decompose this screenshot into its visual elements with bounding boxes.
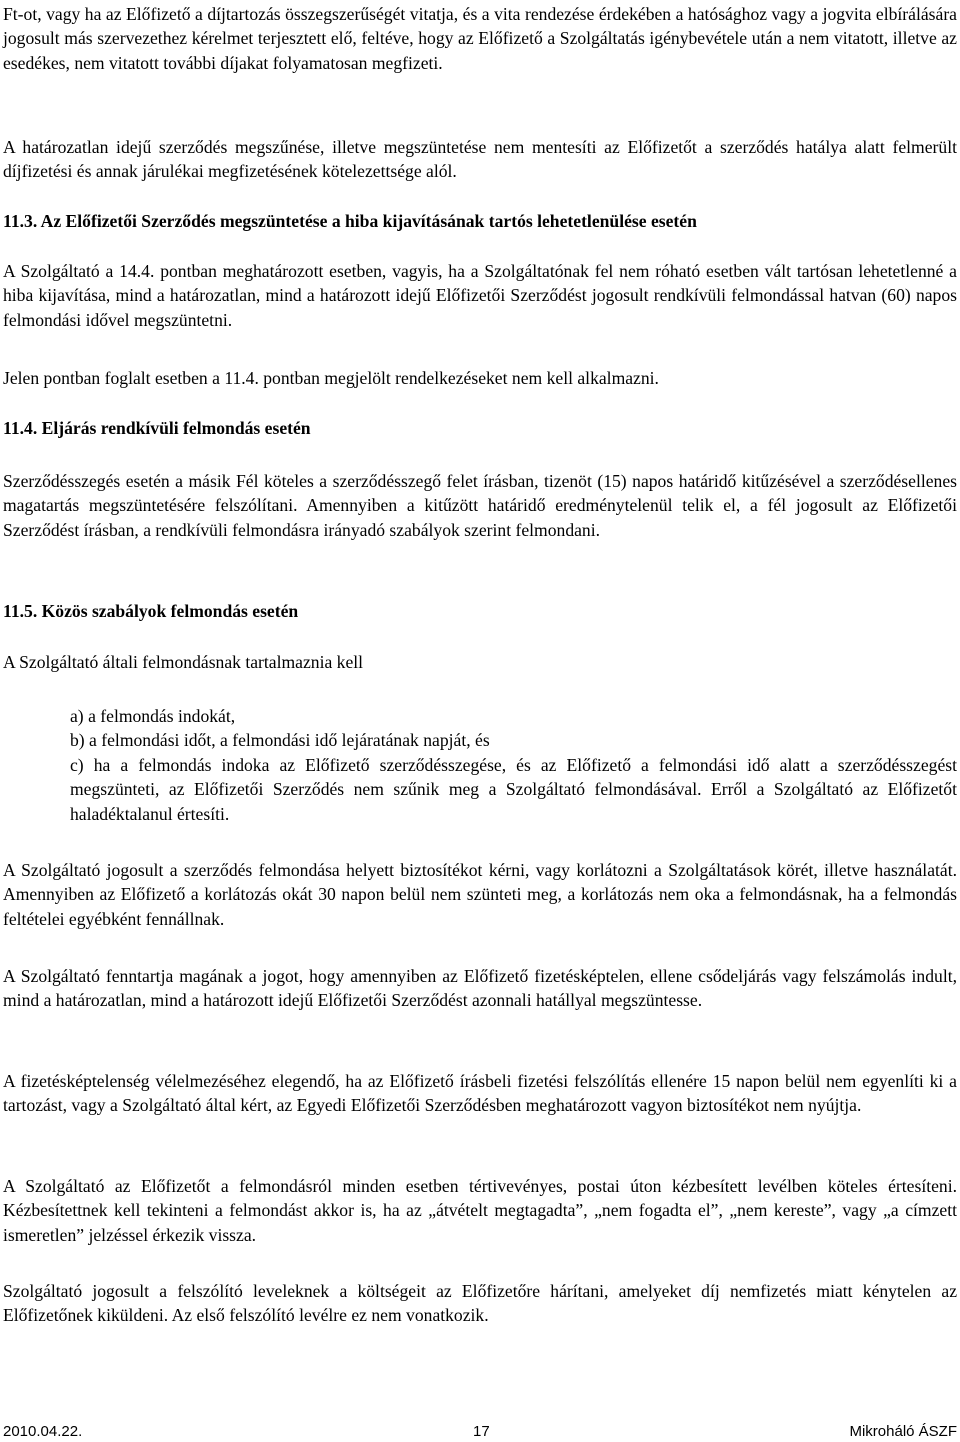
paragraph-notification: A Szolgáltató az Előfizetőt a felmondásról minden esetben tértivevényes, postai úton kézbesített levélben köteles értesíteni. Kézbesítettnek kell tekinteni a felmondást akkor is, ha az „átvételt megtagadta”, „nem fogadta el”, „nem kereste”, vagy „a címzett ismeretlen” jelzéssel érkezik vissza. [3, 1176, 957, 1245]
paragraph-continuation: Ft-ot, vagy ha az Előfizető a díjtartozás összegszerűségét vitatja, és a vita rendezése érdekében a hatósághoz vagy a jogvita elbírálására jogosult más szervezethez kérelmet terjesztett elő, feltéve, hogy az Előfizető a Szolgáltatás igénybevétele után a nem vitatott, illetve az esedékes, nem vitatott további díjakat folyamatosan megfizeti. [3, 4, 957, 73]
list-item: a) a felmondás indokát, [70, 706, 236, 726]
section-heading-11-3: 11.3. Az Előfizetői Szerződés megszüntetése a hiba kijavításának tartós lehetetlenülése esetén [3, 211, 697, 231]
footer-company: Mikroháló ÁSZF [849, 1423, 957, 1440]
paragraph-termination-obligation: A határozatlan idejű szerződés megszűnése, illetve megszüntetése nem mentesíti az Előfizetőt a szerződés hatálya alatt felmerült díjfizetési és annak járulékai megfizetésének kötelezettsége alól. [3, 137, 957, 182]
page-footer [3, 1422, 957, 1442]
list-item: c) ha a felmondás indoka az Előfizető szerződésszegése, és az Előfizető a felmondási idő alatt a szerződésszegést megszünteti, az Előfizetői Szerződés nem szűnik meg a Szolgáltató felmondásával. Erről a Szolgáltató az Előfizetőt haladéktalanul értesíti. [70, 754, 957, 824]
paragraph-11-4-body: Szerződésszegés esetén a másik Fél köteles a szerződésszegő felet írásban, tizenöt (15) napos határidő kitűzésével a szerződésellenes magatartás megszüntetésére felszólítani. Amennyiben a kitűzött határidő eredménytelenül telik el, a fél jogosult az Előfizetői Szerződést írásban, a rendkívüli felmondásra irányadó szabályok szerint felmondani. [3, 471, 957, 540]
paragraph-11-5-intro: A Szolgáltató általi felmondásnak tartalmaznia kell [3, 652, 364, 672]
section-heading-11-4: 11.4. Eljárás rendkívüli felmondás esetén [3, 418, 311, 438]
paragraph-insolvency-termination: A Szolgáltató fenntartja magának a jogot, hogy amennyiben az Előfizető fizetésképtelen, ellene csődeljárás vagy felszámolás indult, mind a határozatlan, mind a határozott idejű Előfizetői Szerződést azonnali hatállyal megszüntesse. [3, 966, 957, 1011]
paragraph-insolvency-presumption: A fizetésképtelenség vélelmezéséhez elegendő, ha az Előfizető írásbeli fizetési felszólítás ellenére 15 napon belül nem egyenlíti ki a tartozást, vagy a Szolgáltató által kért, az Egyedi Előfizetői Szerződésben meghatározott vagyon biztosítékot nem nyújtja. [3, 1071, 957, 1116]
list-item: b) a felmondási időt, a felmondási idő lejáratának napját, és [70, 730, 490, 751]
paragraph-reminder-costs: Szolgáltató jogosult a felszólító leveleknek a költségeit az Előfizetőre hárítani, amelyeket díj nemfizetés miatt kénytelen az Előfizetőnek kiküldeni. Az első felszólító levélre ez nem vonatkozik. [3, 1281, 957, 1326]
document-page [3, 0, 957, 1442]
footer-page-number: 17 [473, 1423, 490, 1440]
section-heading-11-5: 11.5. Közös szabályok felmondás esetén [3, 601, 299, 621]
termination-content-list [70, 704, 957, 826]
paragraph-11-3-note: Jelen pontban foglalt esetben a 11.4. pontban megjelölt rendelkezéseket nem kell alkalmazni. [3, 368, 659, 388]
footer-date: 2010.04.22. [3, 1423, 83, 1440]
paragraph-security-restriction: A Szolgáltató jogosult a szerződés felmondása helyett biztosítékot kérni, vagy korlátozni a Szolgáltatások körét, illetve használatát. Amennyiben az Előfizető a korlátozás okát 30 napon belül nem szünteti meg, a korlátozás nem oka a felmondásnak, ha a felmondás feltételei egyébként fennállnak. [3, 860, 957, 929]
paragraph-11-3-body: A Szolgáltató a 14.4. pontban meghatározott esetben, vagyis, ha a Szolgáltatónak fel nem róható esetben vált tartósan lehetetlenné a hiba kijavítása, mind a határozatlan, mind a határozott idejű Előfizetői Szerződést jogosult rendkívüli felmondással hatvan (60) napos felmondási idővel megszüntetni. [3, 261, 957, 330]
